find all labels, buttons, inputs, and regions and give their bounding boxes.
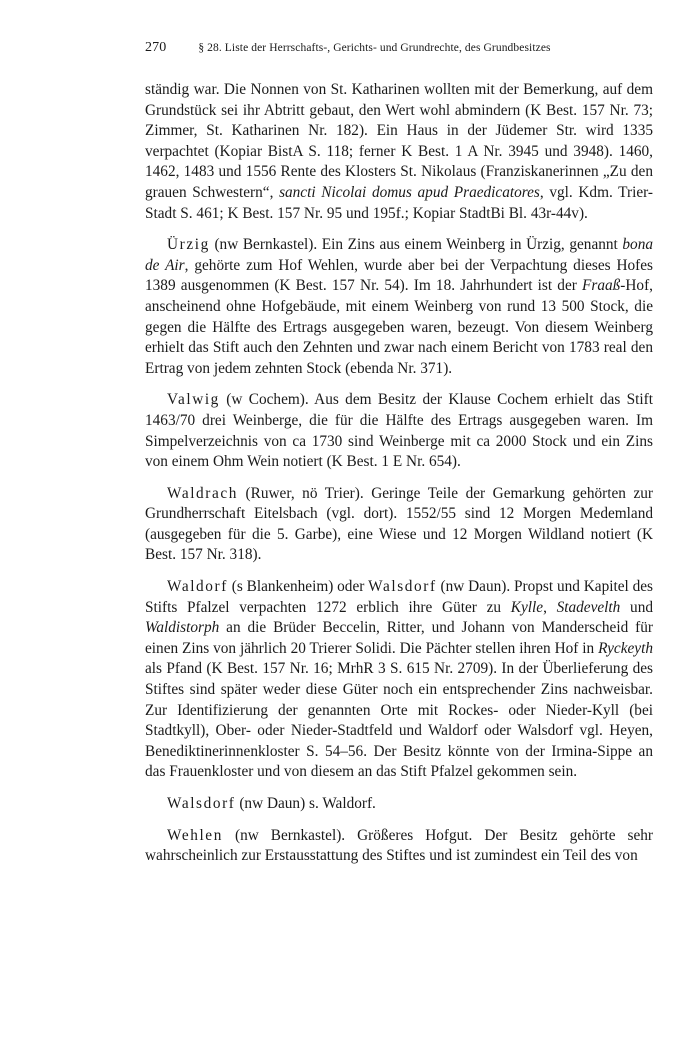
text-run: (nw Bernkastel). Größeres Hofgut. Der Besitz gehörte sehr wahrscheinlich zur Erstausstattung des Stiftes und ist zumindest ein Teil des von [145,826,653,865]
place-name: Waldrach [167,484,239,502]
place-name: Wehlen [167,826,223,844]
place-entry-paragraph [145,794,653,815]
place-name: Walsdorf [167,795,236,812]
page-number: 270 [145,40,167,55]
place-entry-paragraph [145,484,653,566]
italic-term: Waldistorph [145,619,220,637]
continuation-paragraph [145,80,653,224]
running-title: § 28. Liste der Herrschafts-, Gerichts- und Grundrechte, des Grundbesitzes [198,42,551,54]
text-run: (nw Bernkastel). Ein Zins aus einem Weinberg in Ürzig, genannt [209,236,623,254]
text-run: ständig war. Die Nonnen von St. Katharinen wollten mit der Bemerkung, auf dem Grundstück sei ihr Abtritt gebaut, den Wert wohl abmindern (K Best. 157 Nr. 73; Zimmer, St. Katharinen Nr. 182). Ein Haus in der Jüdemer Str. wird 1335 verpachtet (Kopiar BistA S. 118; ferner K Best. 1 A Nr. 3945 und 3948). 1460, 1462, 1483 und 1556 Rente des Klosters St. Nikolaus (Franziskanerinnen „Zu den grauen Schwestern“, [145,81,653,201]
place-name: Valwig [167,391,220,409]
text-run: , gehörte zum Hof Wehlen, wurde aber bei der Verpachtung dieses Hofes 1389 ausgenommen (K Best. 157 Nr. 54). Im 18. Jahrhundert ist der [145,256,653,295]
place-entry-paragraph [145,390,653,472]
place-name: Waldorf [167,578,228,596]
italic-term: Stadevelth [556,598,621,616]
text-run: (nw Daun). Propst und Kapitel des Stifts Pfalzel verpachten 1272 erblich ihre Güter zu [145,578,653,616]
italic-term: bona de Air [145,236,653,274]
text-run: -Hof, anscheinend ohne Hofgebäude, mit einem Weinberg von rund 13 500 Stock, die gegen die Hälfte des Ertrags ausgegeben waren, bezeugt. Von diesem Weinberg erhielt das Stift auch den Zehnten und zwar nach einem Bericht von 1783 real den Ertrag von jedem zehnten Stock (ebenda Nr. 371). [145,277,653,377]
text-run: und [620,598,653,616]
place-name: Ürzig [167,236,210,254]
italic-term: Fraaß [582,277,621,295]
italic-term: sancti Nicolai domus apud Praedicatores [279,183,540,201]
place-name: Walsdorf [368,578,437,596]
italic-term: Ryckeyth [598,639,653,657]
text-run: (w Cochem). Aus dem Besitz der Klause Cochem erhielt das Stift 1463/70 drei Weinberge, die für die Hälfte des Ertrags ausgegeben waren. Im Simpelverzeichnis von ca 1730 sind Weinberge mit ca 2000 Stock und ein Zins von einem Ohm Wein notiert (K Best. 1 E Nr. 654). [145,391,653,471]
text-run: als Pfand (K Best. 157 Nr. 16; MrhR 3 S. 615 Nr. 2709). In der Überlieferung des Stiftes sind später weder diese Güter noch ein entsprechender Zins nachweisbar. Zur Identifizierung der genannten Orte mit Rockes- oder Nieder-Kyll (bei Stadtkyll), Ober- oder Nieder-Stadtfeld und Waldorf oder Walsdorf vgl. Heyen, Benediktinerinnenkloster S. 54–56. Der Besitz könnte von der Irmina-Sippe an das Frauenkloster und von diesem an das Stift Pfalzel gekommen sein. [145,660,653,781]
place-entry-paragraph [145,577,653,783]
text-run: (Ruwer, nö Trier). Geringe Teile der Gemarkung gehörten zur Grundherrschaft Eitelsbach (vgl. dort). 1552/55 sind 12 Morgen Medemland (ausgegeben für die 5. Garbe), eine Wiese und 12 Morgen Wildland notiert (K Best. 157 Nr. 318). [145,484,653,564]
text-run: an die Brüder Beccelin, Ritter, und Johann von Manderscheid für einen Zins von jährlich 20 Trierer Solidi. Die Pächter stellen ihren Hof in [145,619,653,657]
running-header [145,40,653,62]
text-run: , [543,598,557,616]
book-page [145,40,653,878]
text-run: , vgl. Kdm. Trier-Stadt S. 461; K Best. 157 Nr. 95 und 195f.; Kopiar StadtBi Bl. 43r-44v). [145,183,654,222]
place-entry-paragraph [145,826,653,867]
text-run: (nw Daun) s. Waldorf. [235,795,376,812]
body-text [145,80,653,867]
place-entry-paragraph [145,235,653,379]
text-run: (s Blankenheim) oder [227,578,369,596]
italic-term: Kylle [510,598,544,616]
